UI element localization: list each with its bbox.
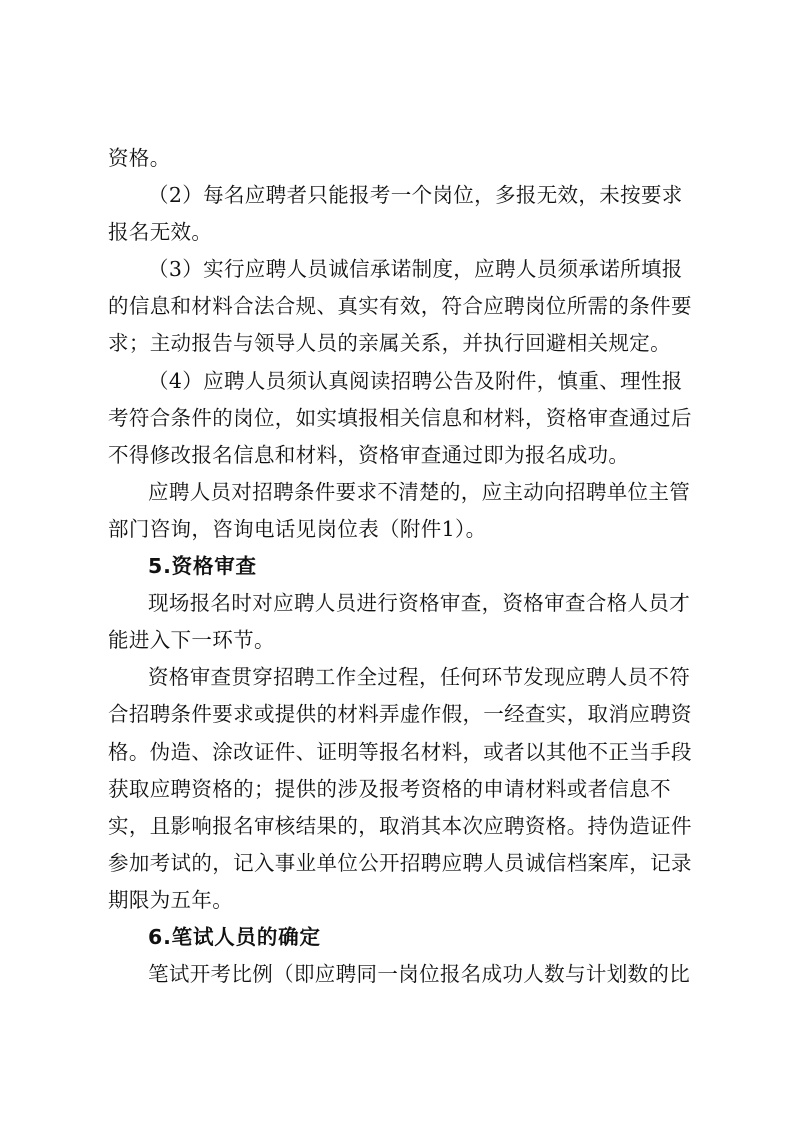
text-line: （2）每名应聘者只能报考一个岗位，多报无效，未按要求 (148, 183, 683, 208)
text-line: 获取应聘资格的；提供的涉及报考资格的申请材料或者信息不 (108, 776, 671, 801)
document-body (108, 140, 698, 993)
text-line: 的信息和材料合法合规、真实有效，符合应聘岗位所需的条件要 (108, 294, 692, 319)
text-line: 报名无效。 (108, 220, 213, 245)
section-heading: 5.资格审查 (148, 554, 257, 579)
text-line: 资格审查贯穿招聘工作全过程，任何环节发现应聘人员不符 (148, 665, 691, 690)
text-line: 求；主动报告与领导人员的亲属关系，并执行回避相关规定。 (108, 331, 671, 356)
section-heading: 6.笔试人员的确定 (148, 924, 321, 949)
text-line: 考符合条件的岗位，如实填报相关信息和材料，资格审查通过后 (108, 405, 692, 430)
text-line: 笔试开考比例（即应聘同一岗位报名成功人数与计划数的比 (148, 962, 691, 987)
text-line: （4）应聘人员须认真阅读招聘公告及附件，慎重、理性报 (148, 368, 683, 393)
text-line: 资格。 (108, 146, 171, 170)
text-line: 期限为五年。 (108, 887, 234, 912)
text-line: （3）实行应聘人员诚信承诺制度，应聘人员须承诺所填报 (148, 257, 683, 282)
text-line: 能进入下一环节。 (108, 628, 275, 653)
text-line: 实，且影响报名审核结果的，取消其本次应聘资格。持伪造证件 (108, 813, 692, 838)
text-line: 格。伪造、涂改证件、证明等报名材料，或者以其他不正当手段 (108, 739, 692, 764)
text-line: 不得修改报名信息和材料，资格审查通过即为报名成功。 (108, 442, 630, 467)
text-line: 参加考试的，记入事业单位公开招聘应聘人员诚信档案库，记录 (108, 850, 692, 875)
text-line: 部门咨询，咨询电话见岗位表（附件1）。 (108, 516, 487, 541)
text-line: 合招聘条件要求或提供的材料弄虚作假，一经查实，取消应聘资 (108, 702, 692, 727)
text-line: 应聘人员对招聘条件要求不清楚的，应主动向招聘单位主管 (148, 479, 691, 504)
text-line: 现场报名时对应聘人员进行资格审查，资格审查合格人员才 (148, 591, 691, 616)
